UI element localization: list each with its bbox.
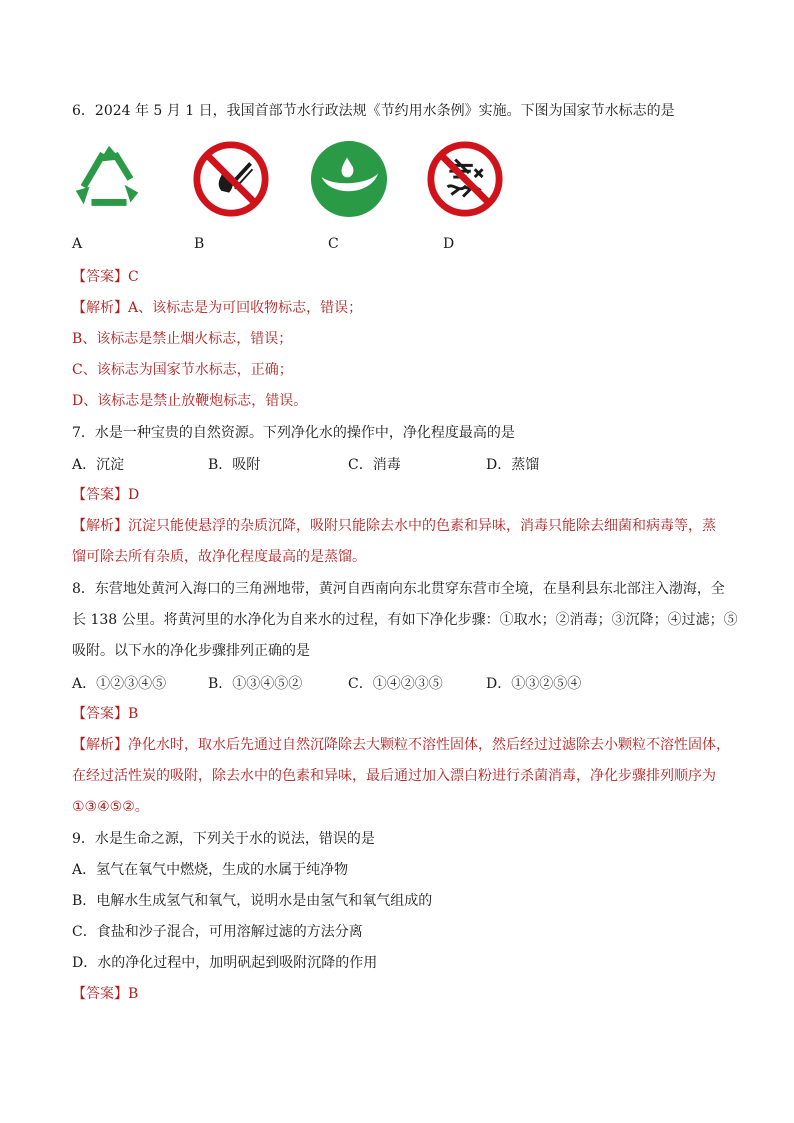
answer-value: B <box>128 706 139 722</box>
q7-stem: 7．水是一种宝贵的自然资源。下列净化水的操作中，净化程度最高的是 <box>72 425 515 441</box>
q6-analysis-line-2: B、该标志是禁止烟火标志，错误； <box>72 331 293 347</box>
q8-answer <box>72 704 138 724</box>
q7-option-a: A．沉淀 <box>72 457 125 473</box>
q6-answer <box>72 267 139 287</box>
answer-tag: 【答案】 <box>72 986 128 1002</box>
q8-analysis-line-1 <box>72 735 730 755</box>
answer-tag: 【答案】 <box>72 487 128 503</box>
q8-option-b: B．①③④⑤② <box>208 676 303 692</box>
q7-analysis-line-1 <box>72 516 716 536</box>
q7-option-b: B．吸附 <box>208 457 261 473</box>
recycle-icon <box>70 140 148 218</box>
q8-analysis-line-2: 在经过活性炭的吸附，除去水中的色素和异味，最后通过加入漂白粉进行杀菌消毒，净化步骤排列顺序为 <box>72 768 716 784</box>
q9-stem: 9．水是生命之源，下列关于水的说法，错误的是 <box>72 831 375 847</box>
q6-option-a-label: A <box>72 236 83 252</box>
q8-stem-line-3: 吸附。以下水的净化步骤排列正确的是 <box>72 643 310 659</box>
analysis-text: 净化水时，取水后先通过自然沉降除去大颗粒不溶性固体，然后经过过滤除去小颗粒不溶性固体， <box>128 737 730 753</box>
q9-option-a: A．氢气在氧气中燃烧，生成的水属于纯净物 <box>72 862 349 878</box>
analysis-tag: 【解析】 <box>72 300 128 316</box>
water-saving-icon <box>310 140 388 218</box>
analysis-text: A、该标志是为可回收物标志，错误； <box>128 300 363 316</box>
q7-option-c: C．消毒 <box>348 457 401 473</box>
q8-option-c: C．①④②③⑤ <box>348 676 443 692</box>
analysis-tag: 【解析】 <box>72 518 128 534</box>
q8-stem-line-1: 8．东营地处黄河入海口的三角洲地带，黄河自西南向东北贯穿东营市全境，在垦利县东北部注入渤海，全 <box>72 581 725 597</box>
q9-answer <box>72 984 138 1004</box>
q9-option-d: D．水的净化过程中，加明矾起到吸附沉降的作用 <box>72 955 378 971</box>
q8-option-d: D．①③②⑤④ <box>486 676 582 692</box>
q8-option-a: A．①②③④⑤ <box>72 676 167 692</box>
answer-tag: 【答案】 <box>72 706 128 722</box>
q6-analysis-line-4: D、该标志是禁止放鞭炮标志，错误。 <box>72 393 308 409</box>
answer-tag: 【答案】 <box>72 269 128 285</box>
answer-value: B <box>128 986 139 1002</box>
q6-option-d-label: D <box>443 236 455 252</box>
q9-option-c: C．食盐和沙子混合，可用溶解过滤的方法分离 <box>72 924 363 940</box>
q7-answer <box>72 485 139 505</box>
answer-value: D <box>128 487 140 503</box>
q7-analysis-line-2: 馏可除去所有杂质，故净化程度最高的是蒸馏。 <box>72 549 366 565</box>
q8-analysis-line-3: ①③④⑤②。 <box>72 799 149 815</box>
q6-stem: 6．2024 年 5 月 1 日，我国首部节水行政法规《节约用水条例》实施。下图为国家节水标志的是 <box>72 103 675 119</box>
q9-option-b: B．电解水生成氢气和氧气，说明水是由氢气和氧气组成的 <box>72 893 433 909</box>
q8-stem-line-2: 长 138 公里。将黄河里的水净化为自来水的过程，有如下净化步骤：①取水；②消毒；③沉降；④过滤；⑤ <box>72 612 738 628</box>
q6-analysis-line-3: C、该标志为国家节水标志，正确； <box>72 362 293 378</box>
q7-option-d: D．蒸馏 <box>486 457 540 473</box>
q6-analysis-line-1 <box>72 298 362 318</box>
no-firecrackers-icon <box>426 140 504 218</box>
q6-option-c-label: C <box>328 236 339 252</box>
answer-value: C <box>128 269 139 285</box>
q6-option-b-label: B <box>194 236 205 252</box>
no-fire-icon <box>192 140 270 218</box>
q6-sign-options <box>70 140 510 220</box>
analysis-tag: 【解析】 <box>72 737 128 753</box>
analysis-text: 沉淀只能使悬浮的杂质沉降，吸附只能除去水中的色素和异味，消毒只能除去细菌和病毒等，蒸 <box>128 518 716 534</box>
